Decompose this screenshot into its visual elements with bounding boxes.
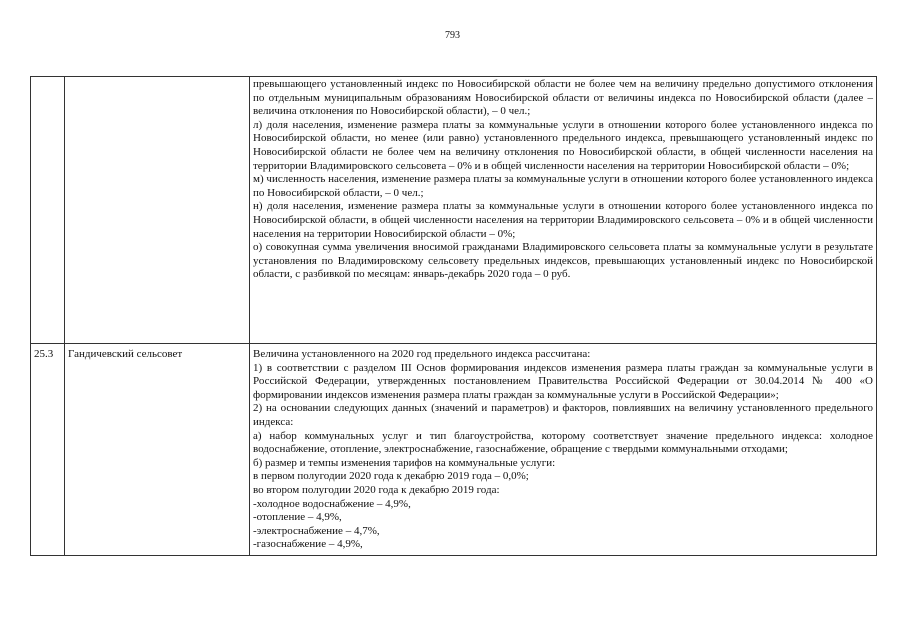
page-number: 793 <box>445 30 460 41</box>
description-cell <box>250 77 877 344</box>
paragraph: а) набор коммунальных услуг и тип благоустройства, которому соответствует значение предельного индекса: холодное водоснабжение, отопление, электроснабжение, газоснабжение, обращение с твердыми коммунальными отходами; <box>253 429 873 456</box>
paragraph: б) размер и темпы изменения тарифов на коммунальные услуги: <box>253 456 556 469</box>
table-row <box>31 344 877 556</box>
table-row <box>31 77 877 344</box>
paragraph: Величина установленного на 2020 год предельного индекса рассчитана: <box>253 348 591 360</box>
paragraph: 2) на основании следующих данных (значений и параметров) и факторов, повлиявших на величину установленного предельного индекса: <box>253 402 873 428</box>
paragraph: н) доля населения, изменение размера платы за коммунальные услуги в отношении которого более установленного индекса по Новосибирской области, в общей численности населения на территории Владимировского сельсовета – 0% и в общей численности населения на территории Новосибирской области – 0%; <box>253 200 873 240</box>
paragraph: -холодное водоснабжение – 4,9%, <box>253 497 411 510</box>
paragraph: 1) в соответствии с разделом III Основ формирования индексов изменения размера платы граждан за коммунальные услуги в Российской Федерации, утвержденных постановлением Правительства Российской Федерации от 30.04.2014 № 400 «О формировании индексов изменения размера платы граждан за коммунальные услуги в Российской Федерации»; <box>253 361 873 401</box>
paragraph: -отопление – 4,9%, <box>253 511 342 524</box>
municipality-name-cell: Гандичевский сельсовет <box>65 344 250 556</box>
paragraph: л) доля населения, изменение размера платы за коммунальные услуги в отношении которого более установленного индекса по Новосибирской области, но менее (или равно) установленного предельного индекса, превышающего установленный индекс по Новосибирской области не более чем на величину отклонения по Новосибирской области, в общей численности населения на территории Владимировского сельсовета – 0% и в общей численности населения на территории Новосибирской области – 0%; <box>253 118 873 172</box>
row-number-cell: 25.3 <box>31 344 65 556</box>
municipality-name-cell <box>65 77 250 344</box>
paragraph: во втором полугодии 2020 года к декабрю 2019 года: <box>253 483 500 496</box>
paragraph: -электроснабжение – 4,7%, <box>253 524 380 537</box>
paragraph: превышающего установленный индекс по Новосибирской области не более чем на величину предельно допустимого отклонения по отдельным муниципальным образованиям Новосибирской области от величины индекса по Новосибирской области (далее – величина отклонения по Новосибирской области), – 0 чел.; <box>253 78 873 118</box>
paragraph: -газоснабжение – 4,9%, <box>253 538 363 551</box>
paragraph: м) численность населения, изменение размера платы за коммунальные услуги в отношении которого более установленного индекса по Новосибирской области, – 0 чел.; <box>253 173 873 199</box>
row-number-cell <box>31 77 65 344</box>
paragraph: в первом полугодии 2020 года к декабрю 2019 года – 0,0%; <box>253 470 529 483</box>
description-cell <box>250 344 877 556</box>
document-table <box>30 76 877 556</box>
paragraph: о) совокупная сумма увеличения вносимой гражданами Владимировского сельсовета платы за коммунальные услуги в результате установления по Владимировскому сельсовету предельных индексов, превышающих установленный индекс по Новосибирской области, с разбивкой по месяцам: январь-декабрь 2020 года – 0 руб. <box>253 241 873 281</box>
